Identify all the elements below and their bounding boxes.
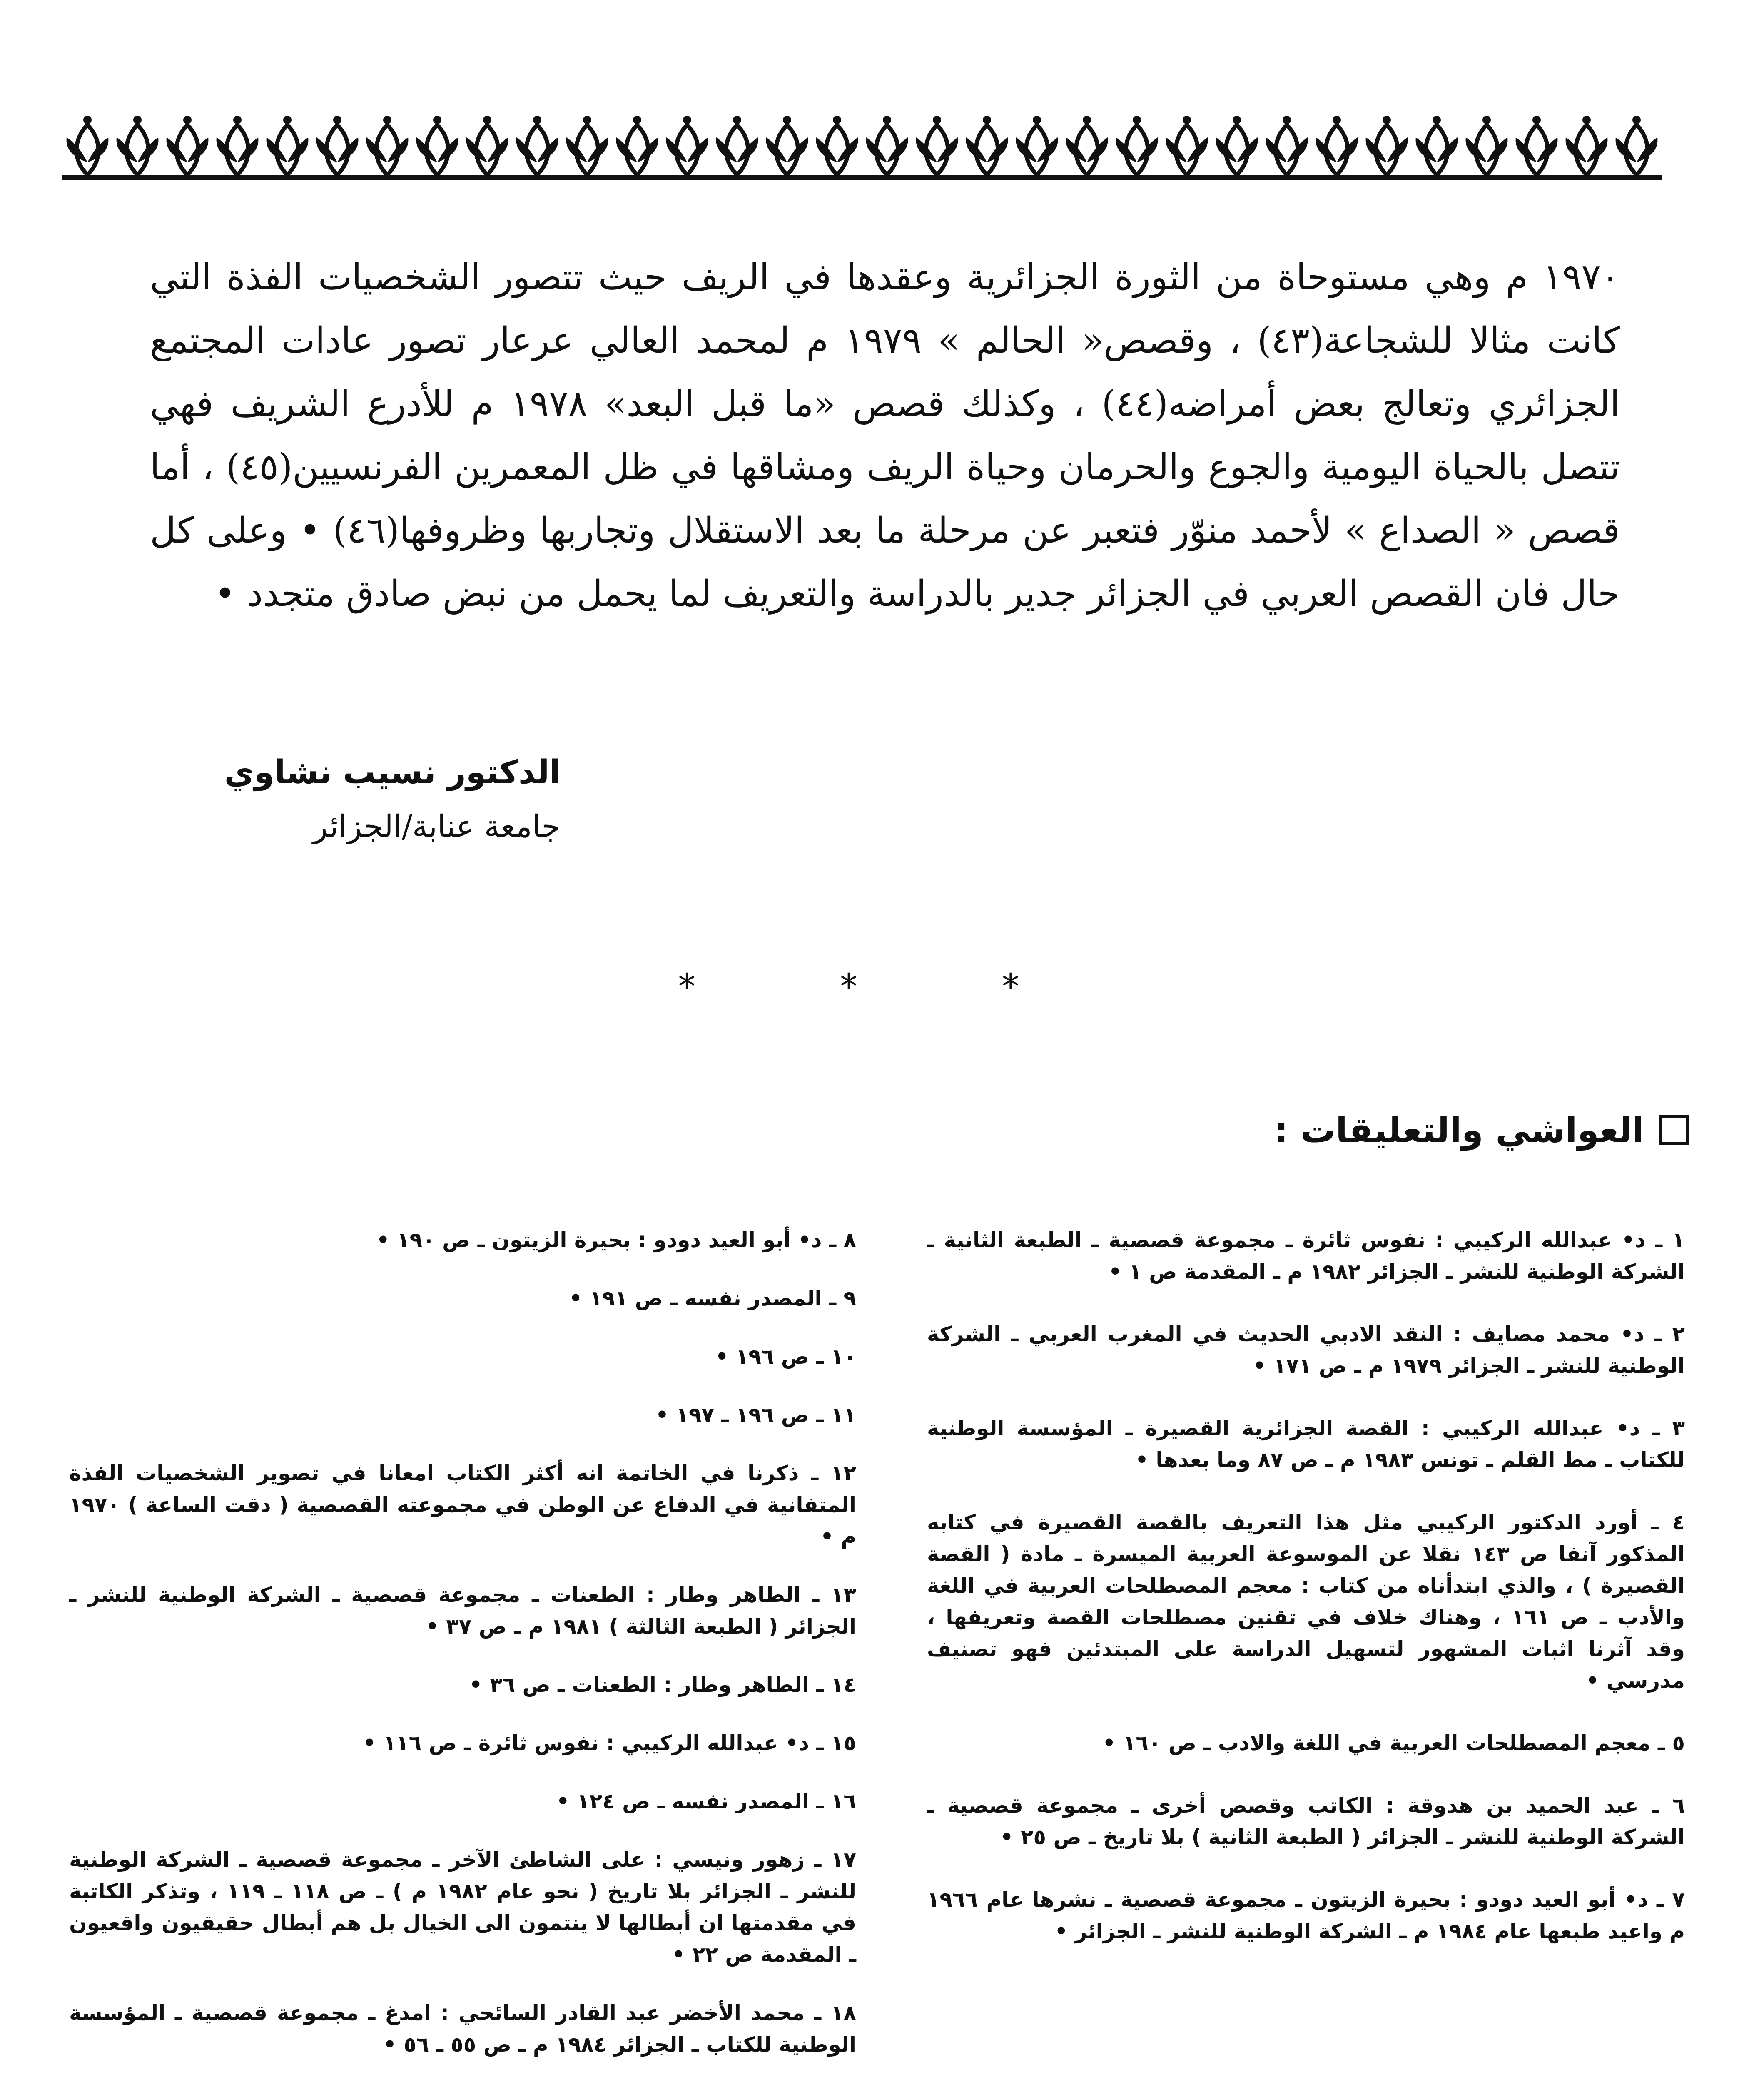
footnote-9: ٩ ـ المصدر نفسه ـ ص ١٩١ • [569, 1286, 856, 1310]
notes-column-left [69, 1224, 856, 2082]
footnote-11: ١١ ـ ص ١٩٦ ـ ١٩٧ • [655, 1403, 856, 1427]
ornament-motif [1616, 116, 1658, 175]
ornament-motif [1466, 116, 1508, 175]
ornament-motif [716, 116, 758, 175]
signature-block [186, 745, 561, 854]
footnote-5: ٥ ـ معجم المصطلحات العربية في اللغة والادب ـ ص ١٦٠ • [1102, 1731, 1685, 1755]
ornament-baseline [62, 175, 1662, 180]
notes-heading [1274, 1110, 1689, 1151]
ornament-motif [566, 116, 608, 175]
ornament-motif [516, 116, 558, 175]
floral-border-icon [62, 112, 1662, 183]
ornament-motif [1166, 116, 1208, 175]
ornament-motif [117, 116, 159, 175]
footnote-18: ١٨ ـ محمد الأخضر عبد القادر السائحي : امدغ ـ مجموعة قصصية ـ المؤسسة الوطنية للكتاب ـ الجزائر ١٩٨٤ م ـ ص ٥٥ ـ ٥٦ • [69, 2001, 856, 2057]
ornament-motif [1016, 116, 1058, 175]
ornament-motif [866, 116, 908, 175]
notes-heading-text: العواشي والتعليقات : [1274, 1110, 1644, 1151]
ornament-motif [1516, 116, 1558, 175]
body-paragraph-text: ١٩٧٠ م وهي مستوحاة من الثورة الجزائرية وعقدها في الريف حيث تتصور الشخصيات الفذة التي كانت مثالا للشجاعة(٤٣) ، وقصص« الحالم » ١٩٧٩ م لمحمد العالي عرعار تصور عادات المجتمع الجزائري وتعالج بعض أمراضه(٤٤) ، وكذلك قصص «ما قبل البعد» ١٩٧٨ م للأدرع الشريف فهي تتصل بالحياة اليومية والجوع والحرمان وحياة الريف ومشاقها في ظل المعمرين الفرنسيين(٤٥) ، أما قصص « الصداع » لأحمد منوّر فتعبر عن مرحلة ما بعد الاستقلال وتجاربها وظروفها(٤٦) • وعلى كل حال فان القصص العربي في الجزائر جدير بالدراسة والتعريف لما يحمل من نبض صادق متجدد • [150, 257, 1620, 615]
footnote-3: ٣ ـ د• عبدالله الركيبي : القصة الجزائرية القصيرة ـ المؤسسة الوطنية للكتاب ـ مط القلم ـ تونس ١٩٨٣ م ـ ص ٨٧ وما بعدها • [927, 1416, 1685, 1472]
author-affiliation: جامعة عنابة/الجزائر [313, 809, 561, 844]
ornament-motif [1216, 116, 1258, 175]
ornament-motif [1366, 116, 1408, 175]
footnote-13: ١٣ ـ الطاهر وطار : الطعنات ـ مجموعة قصصية ـ الشركة الوطنية للنشر ـ الجزائر ( الطبعة الثالثة ) ١٩٨١ م ـ ص ٣٧ • [69, 1583, 856, 1639]
footnote-15: ١٥ ـ د• عبدالله الركيبي : نفوس ثائرة ـ ص ١١٦ • [363, 1731, 856, 1755]
footnote-1: ١ ـ د• عبدالله الركيبي : نفوس ثائرة ـ مجموعة قصصية ـ الطبعة الثانية ـ الشركة الوطنية للنشر ـ الجزائر ١٩٨٢ م ـ المقدمة ص ١ • [927, 1228, 1685, 1284]
ornament-motif [766, 116, 808, 175]
ornament-motif [466, 116, 508, 175]
footnote-10: ١٠ ـ ص ١٩٦ • [715, 1345, 856, 1369]
footnote-17: ١٧ ـ زهور ونيسي : على الشاطئ الآخر ـ مجموعة قصصية ـ الشركة الوطنية للنشر ـ الجزائر بلا تاريخ ( نحو عام ١٩٨٢ م ) ـ ص ١١٨ ـ ١١٩ ، وتذكر الكاتبة في مقدمتها ان أبطالها لا ينتمون الى الخيال بل هم أبطال حقيقيون واقعيون ـ المقدمة ص ٢٢ • [69, 1848, 856, 1967]
ornament-motif [1566, 116, 1608, 175]
ornament-motif [1266, 116, 1308, 175]
ornament-motif [1066, 116, 1108, 175]
footnote-12: ١٢ ـ ذكرنا في الخاتمة انه أكثر الكتاب امعانا في تصوير الشخصيات الفذة المتفانية في الدفاع عن الوطن في مجموعته القصصية ( دقت الساعة ) ١٩٧٠ م • [69, 1461, 856, 1549]
ornament-motif [167, 116, 209, 175]
footnote-2: ٢ ـ د• محمد مصايف : النقد الادبي الحديث في المغرب العربي ـ الشركة الوطنية للنشر ـ الجزائر ١٩٧٩ م ـ ص ١٧١ • [927, 1322, 1685, 1378]
footnote-6: ٦ ـ عبد الحميد بن هدوقة : الكاتب وقصص أخرى ـ مجموعة قصصية ـ الشركة الوطنية للنشر ـ الجزائر ( الطبعة الثانية ) بلا تاريخ ـ ص ٢٥ • [927, 1793, 1685, 1849]
ornament-motif [1116, 116, 1158, 175]
ornament-motif [916, 116, 958, 175]
author-name: الدكتور نسيب نشاوي [224, 754, 561, 791]
ornament-motif [1316, 116, 1358, 175]
ornament-motif [217, 116, 259, 175]
ornament-motif [666, 116, 708, 175]
ornament-motif [966, 116, 1008, 175]
section-divider-stars: * * * [678, 966, 1086, 1007]
notes-column-right [927, 1224, 1685, 1978]
footnote-16: ١٦ ـ المصدر نفسه ـ ص ١٢٤ • [556, 1789, 856, 1813]
square-bullet-icon [1659, 1115, 1689, 1145]
ornament-motif [416, 116, 458, 175]
ornament-motif [616, 116, 658, 175]
footnote-4: ٤ ـ أورد الدكتور الركيبي مثل هذا التعريف بالقصة القصيرة في كتابه المذكور آنفا ص ١٤٣ نقلا عن الموسوعة العربية الميسرة ـ مادة ( القصة القصيرة ) ، والذي ابتدأناه من كتاب : معجم المصطلحات العربية في اللغة والأدب ـ ص ١٦١ ، وهناك خلاف في تقنين مصطلحات القصة وتعريفها ، وقد آثرنا اثبات المشهور لتسهيل الدراسة على المبتدئين فهو تصنيف مدرسي • [927, 1510, 1685, 1693]
footnote-7: ٧ ـ د• أبو العيد دودو : بحيرة الزيتون ـ مجموعة قصصية ـ نشرها عام ١٩٦٦ م واعيد طبعها عام ١٩٨٤ م ـ الشركة الوطنية للنشر ـ الجزائر • [927, 1888, 1685, 1943]
ornament-motif [816, 116, 858, 175]
ornament-motif [267, 116, 309, 175]
ornament-motif [316, 116, 359, 175]
footnote-8: ٨ ـ د• أبو العيد دودو : بحيرة الزيتون ـ ص ١٩٠ • [376, 1228, 856, 1252]
body-paragraph [150, 246, 1620, 625]
ornament-motif [67, 116, 109, 175]
ornament-motif [1416, 116, 1458, 175]
footnote-14: ١٤ ـ الطاهر وطار : الطعنات ـ ص ٣٦ • [469, 1673, 856, 1697]
ornament-motif [366, 116, 409, 175]
